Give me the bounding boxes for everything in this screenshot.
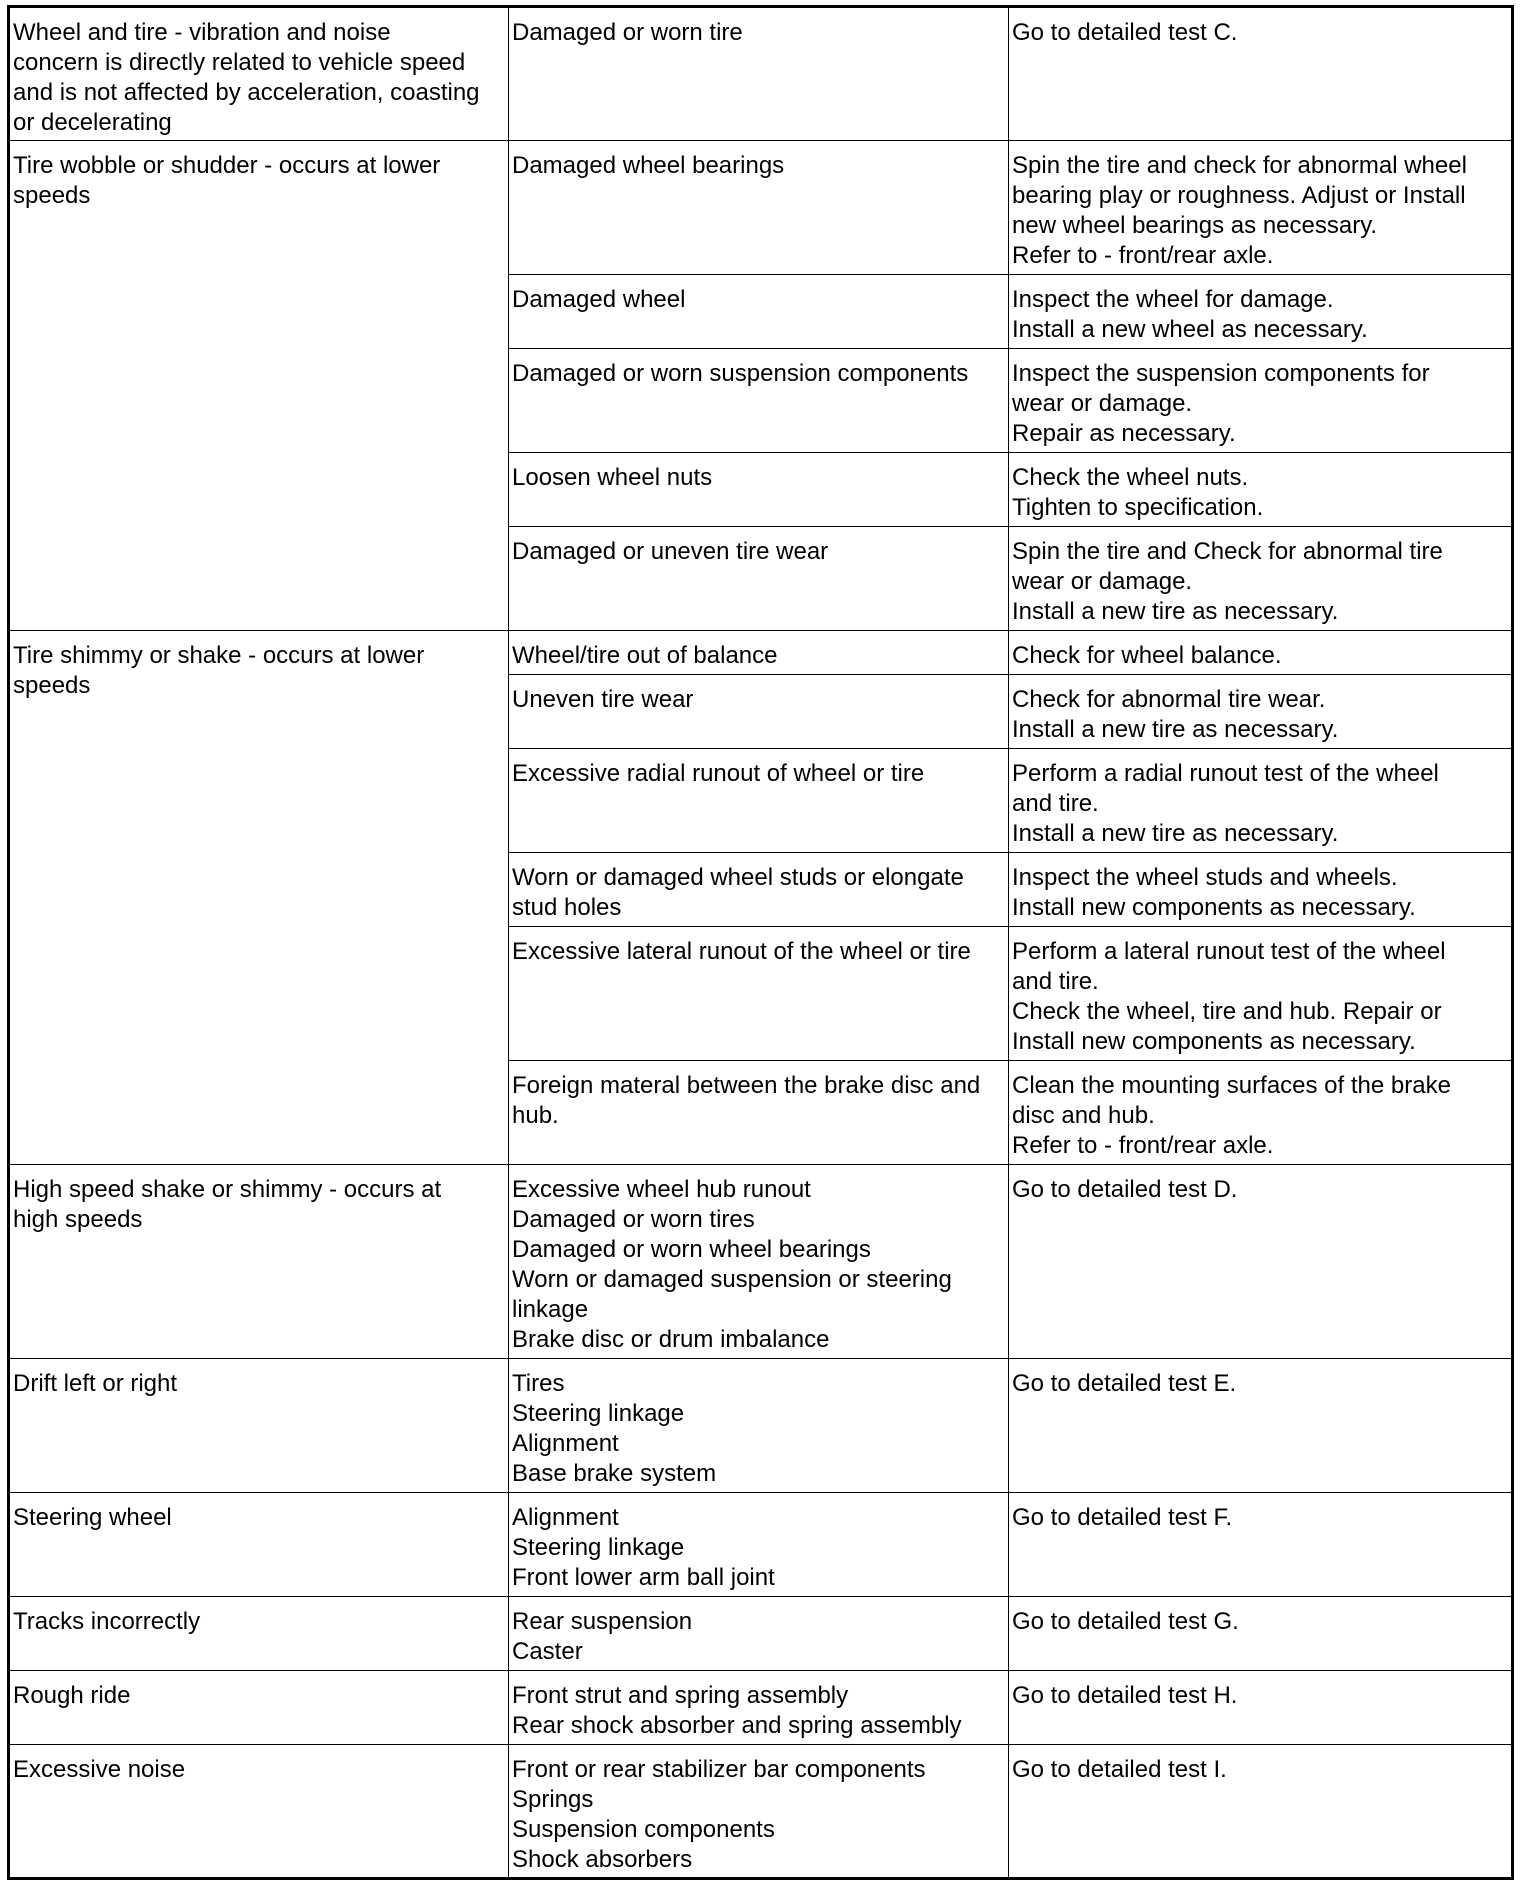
action-text: Perform a radial runout test of the wheel [1012,760,1439,787]
cause-text: Front or rear stabilizer bar components [512,1756,926,1783]
cause-cell [509,853,1009,927]
table-row [9,1359,1513,1493]
action-text: Check for wheel balance. [1012,642,1282,669]
diagnosis-table-body [9,7,1513,1879]
cause-text: Rear shock absorber and spring assembly [512,1712,962,1739]
action-text: and tire. [1012,790,1099,817]
cause-text: Damaged or worn wheel bearings [512,1236,871,1263]
cause-cell [509,749,1009,853]
action-cell [1009,927,1513,1061]
action-cell [1009,1493,1513,1597]
action-text: Go to detailed test D. [1012,1176,1238,1203]
table-row [9,1597,1513,1671]
cause-text: stud holes [512,894,622,921]
action-text: Perform a lateral runout test of the wheel [1012,938,1446,965]
cause-text: Shock absorbers [512,1846,693,1873]
action-cell [1009,1745,1513,1879]
cause-text: Excessive wheel hub runout [512,1176,811,1203]
cause-text: Loosen wheel nuts [512,464,713,491]
action-text: Go to detailed test E. [1012,1370,1237,1397]
cause-text: Front strut and spring assembly [512,1682,849,1709]
action-text: new wheel bearings as necessary. [1012,212,1378,239]
cause-text: Base brake system [512,1460,717,1487]
table-row [9,1493,1513,1597]
cause-text: hub. [512,1102,559,1129]
cause-text: Foreign materal between the brake disc and [512,1072,981,1099]
cause-cell [509,453,1009,527]
cause-text: Brake disc or drum imbalance [512,1326,830,1353]
condition-text: High speed shake or shimmy - occurs at [13,1176,442,1203]
cause-text: linkage [512,1296,589,1323]
condition-text: Tire wobble or shudder - occurs at lower [13,152,441,179]
action-text: Inspect the suspension components for [1012,360,1430,387]
table-row [9,631,1513,675]
cause-cell [509,1165,1009,1359]
cause-text: Worn or damaged wheel studs or elongate [512,864,964,891]
condition-text: high speeds [13,1206,143,1233]
condition-text: Drift left or right [13,1370,178,1397]
cause-cell [509,349,1009,453]
table-row [9,1745,1513,1879]
condition-text: Wheel and tire - vibration and noise [13,19,391,46]
action-text: Repair as necessary. [1012,420,1236,447]
cause-cell [509,141,1009,275]
action-text: Go to detailed test I. [1012,1756,1227,1783]
condition-cell [9,1597,509,1671]
table-row [9,7,1513,141]
action-text: Check for abnormal tire wear. [1012,686,1326,713]
condition-cell [9,7,509,141]
action-cell [1009,275,1513,349]
cause-text: Damaged or worn tires [512,1206,755,1233]
action-text: bearing play or roughness. Adjust or Install [1012,182,1466,209]
action-text: Install a new tire as necessary. [1012,820,1339,847]
action-text: Install a new tire as necessary. [1012,716,1339,743]
action-cell [1009,453,1513,527]
action-cell [1009,1165,1513,1359]
action-cell [1009,349,1513,453]
action-cell [1009,631,1513,675]
cause-text: Damaged or uneven tire wear [512,538,829,565]
cause-cell [509,1061,1009,1165]
cause-cell [509,927,1009,1061]
cause-cell [509,275,1009,349]
condition-text: Excessive noise [13,1756,186,1783]
action-text: Inspect the wheel studs and wheels. [1012,864,1398,891]
action-cell [1009,675,1513,749]
cause-cell [509,1597,1009,1671]
action-cell [1009,527,1513,631]
condition-text: and is not affected by acceleration, coasting [13,79,480,106]
action-text: wear or damage. [1012,390,1193,417]
cause-cell [509,1359,1009,1493]
action-cell [1009,7,1513,141]
cause-text: Uneven tire wear [512,686,694,713]
action-text: Install new components as necessary. [1012,894,1416,921]
condition-text: Tire shimmy or shake - occurs at lower [13,642,425,669]
cause-text: Excessive radial runout of wheel or tire [512,760,925,787]
condition-text: Tracks incorrectly [13,1608,201,1635]
action-text: Refer to - front/rear axle. [1012,1132,1274,1159]
condition-cell [9,1671,509,1745]
action-text: Install new components as necessary. [1012,1028,1416,1055]
condition-text: speeds [13,672,91,699]
cause-text: Suspension components [512,1816,775,1843]
cause-text: Damaged or worn suspension components [512,360,969,387]
action-text: Refer to - front/rear axle. [1012,242,1274,269]
condition-text: Steering wheel [13,1504,172,1531]
action-cell [1009,1671,1513,1745]
table-row [9,1671,1513,1745]
cause-cell [509,1745,1009,1879]
cause-cell [509,1493,1009,1597]
cause-text: Steering linkage [512,1534,685,1561]
cause-text: Alignment [512,1504,619,1531]
table-row [9,1165,1513,1359]
action-text: Go to detailed test G. [1012,1608,1239,1635]
condition-cell [9,1359,509,1493]
action-cell [1009,853,1513,927]
condition-text: or decelerating [13,109,172,136]
action-cell [1009,1597,1513,1671]
cause-cell [509,1671,1009,1745]
action-text: Go to detailed test F. [1012,1504,1233,1531]
action-cell [1009,141,1513,275]
action-text: wear or damage. [1012,568,1193,595]
cause-text: Excessive lateral runout of the wheel or tire [512,938,971,965]
condition-text: concern is directly related to vehicle speed [13,49,466,76]
action-text: disc and hub. [1012,1102,1155,1129]
action-cell [1009,1061,1513,1165]
cause-cell [509,7,1009,141]
action-text: Go to detailed test H. [1012,1682,1238,1709]
action-text: Tighten to specification. [1012,494,1264,521]
cause-text: Rear suspension [512,1608,693,1635]
cause-cell [509,631,1009,675]
condition-text: speeds [13,182,91,209]
cause-text: Worn or damaged suspension or steering [512,1266,952,1293]
cause-text: Springs [512,1786,594,1813]
cause-text: Caster [512,1638,583,1665]
condition-text: Rough ride [13,1682,131,1709]
cause-cell [509,675,1009,749]
action-text: Spin the tire and check for abnormal wheel [1012,152,1467,179]
condition-cell [9,1165,509,1359]
condition-cell [9,141,509,631]
table-row [9,141,1513,275]
diagnosis-table-container [7,5,1514,1880]
action-cell [1009,1359,1513,1493]
cause-text: Damaged wheel bearings [512,152,785,179]
condition-cell [9,631,509,1165]
cause-text: Alignment [512,1430,619,1457]
action-text: Spin the tire and Check for abnormal tire [1012,538,1443,565]
action-text: Check the wheel, tire and hub. Repair or [1012,998,1442,1025]
diagnosis-table [7,5,1514,1880]
cause-text: Damaged or worn tire [512,19,743,46]
action-text: Install a new wheel as necessary. [1012,316,1368,343]
condition-cell [9,1745,509,1879]
cause-text: Damaged wheel [512,286,686,313]
cause-text: Tires [512,1370,565,1397]
action-text: Check the wheel nuts. [1012,464,1249,491]
action-cell [1009,749,1513,853]
action-text: Go to detailed test C. [1012,19,1238,46]
condition-cell [9,1493,509,1597]
cause-text: Wheel/tire out of balance [512,642,778,669]
action-text: Install a new tire as necessary. [1012,598,1339,625]
cause-cell [509,527,1009,631]
cause-text: Steering linkage [512,1400,685,1427]
action-text: Inspect the wheel for damage. [1012,286,1334,313]
action-text: and tire. [1012,968,1099,995]
action-text: Clean the mounting surfaces of the brake [1012,1072,1451,1099]
cause-text: Front lower arm ball joint [512,1564,775,1591]
